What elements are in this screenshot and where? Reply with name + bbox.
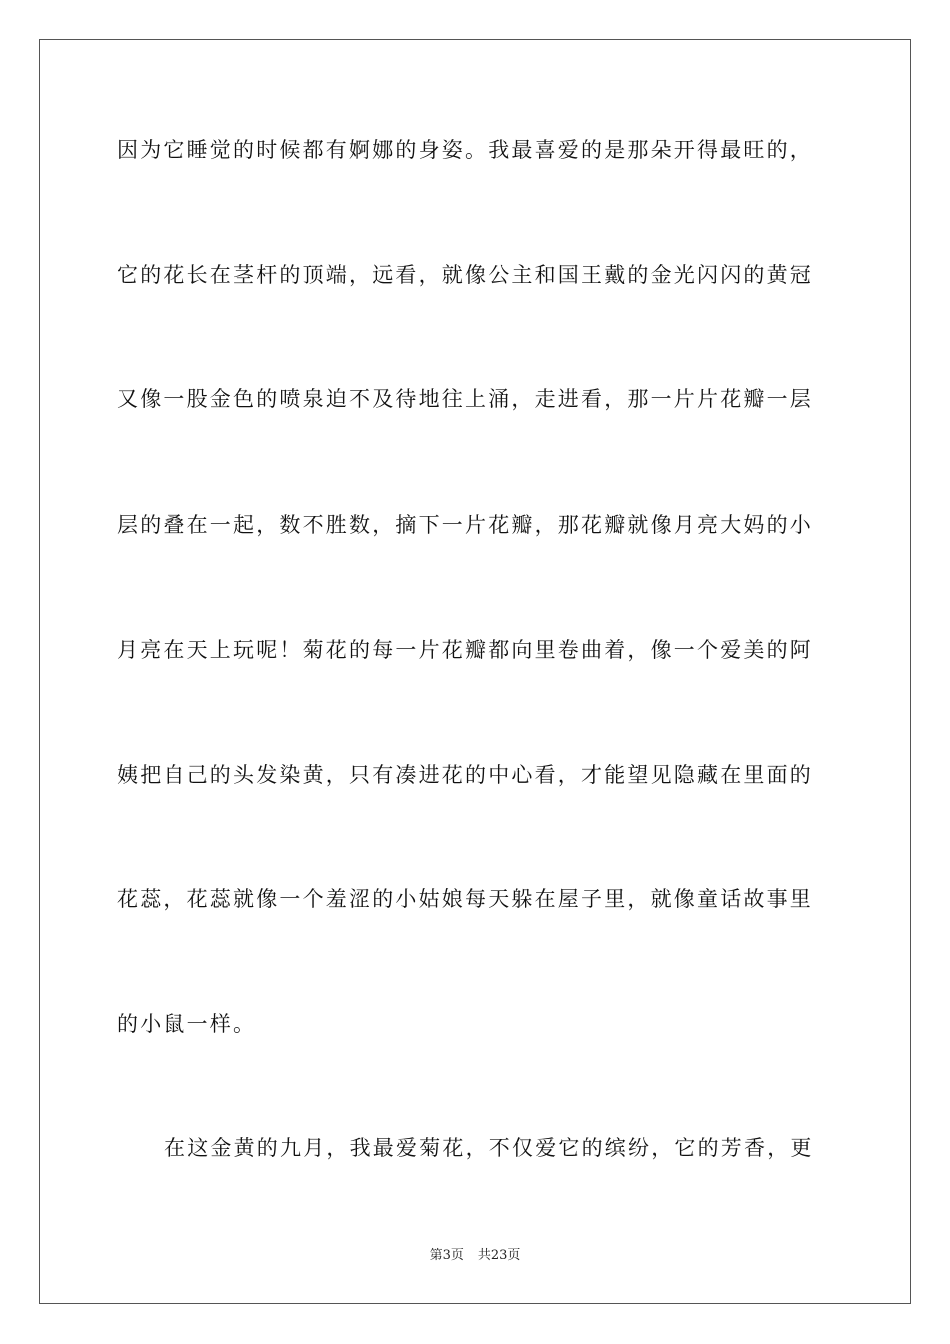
text-line: 因为它睡觉的时候都有婀娜的身姿。我最喜爱的是那朵开得最旺的， xyxy=(117,138,813,162)
text-line: 月亮在天上玩呢！菊花的每一片花瓣都向里卷曲着，像一个爱美的阿 xyxy=(117,638,813,662)
text-line: 又像一股金色的喷泉迫不及待地往上涌，走进看，那一片片花瓣一层 xyxy=(117,387,813,411)
text-line: 层的叠在一起，数不胜数，摘下一片花瓣，那花瓣就像月亮大妈的小 xyxy=(117,513,813,537)
text-line: 姨把自己的头发染黄，只有凑进花的中心看，才能望见隐藏在里面的 xyxy=(117,763,813,787)
text-line: 花蕊，花蕊就像一个羞涩的小姑娘每天躲在屋子里，就像童话故事里 xyxy=(117,887,813,911)
page-number: 第3页 xyxy=(429,1248,464,1263)
page-border xyxy=(39,39,911,1304)
text-line: 的小鼠一样。 xyxy=(117,1012,257,1036)
page-total: 共23页 xyxy=(477,1248,521,1263)
paragraph-start-line: 在这金黄的九月，我最爱菊花，不仅爱它的缤纷，它的芳香，更 xyxy=(164,1136,814,1160)
text-line: 它的花长在茎杆的顶端，远看，就像公主和国王戴的金光闪闪的黄冠 xyxy=(117,263,813,287)
page-footer xyxy=(0,1244,950,1263)
